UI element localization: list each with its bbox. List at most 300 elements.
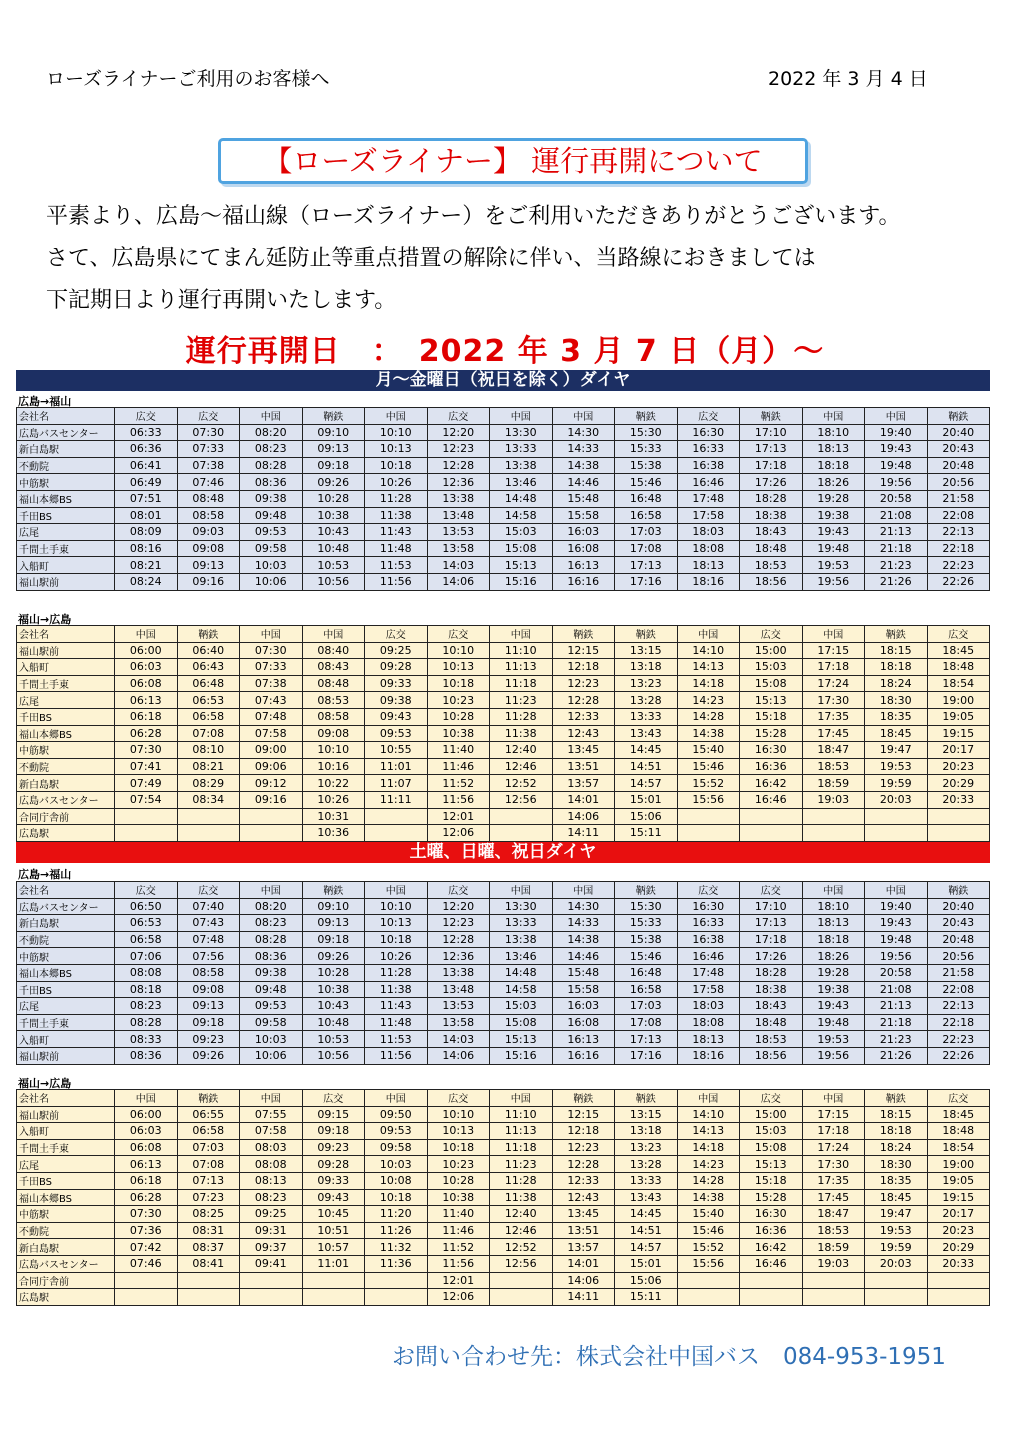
time-cell: 13:15 xyxy=(615,1106,678,1123)
time-cell: 22:13 xyxy=(927,998,990,1015)
time-cell: 14:03 xyxy=(427,557,490,574)
stop-name: 千田BS xyxy=(17,507,115,524)
time-cell: 17:24 xyxy=(802,675,865,692)
time-cell: 07:23 xyxy=(177,1189,240,1206)
notice-date: 2022 年 3 月 4 日 xyxy=(768,68,928,90)
intro-line: 平素より、広島～福山線（ローズライナー）をご利用いただきありがとうございます。 xyxy=(46,204,901,229)
time-cell: 06:48 xyxy=(177,675,240,692)
table-row xyxy=(17,1172,990,1189)
time-cell: 17:03 xyxy=(615,998,678,1015)
time-cell: 16:46 xyxy=(740,791,803,808)
time-cell: 15:52 xyxy=(677,1239,740,1256)
time-cell: 19:28 xyxy=(802,490,865,507)
time-cell: 11:18 xyxy=(490,1139,553,1156)
time-cell: 08:23 xyxy=(240,441,303,458)
time-cell: 19:38 xyxy=(802,507,865,524)
time-cell: 06:53 xyxy=(177,692,240,709)
time-cell: 15:52 xyxy=(677,775,740,792)
time-cell: 17:13 xyxy=(615,557,678,574)
holiday-reverse-direction: 福山→広島 xyxy=(18,1077,72,1090)
time-cell: 10:38 xyxy=(302,981,365,998)
time-cell: 08:23 xyxy=(115,998,178,1015)
time-cell: 14:48 xyxy=(490,490,553,507)
time-cell: 12:52 xyxy=(490,775,553,792)
time-cell: 19:53 xyxy=(802,1031,865,1048)
time-cell: 13:30 xyxy=(490,898,553,915)
time-cell: 07:33 xyxy=(177,441,240,458)
time-cell: 07:46 xyxy=(177,474,240,491)
time-cell xyxy=(240,825,303,842)
time-cell: 21:23 xyxy=(865,557,928,574)
time-cell xyxy=(490,1272,553,1289)
company-cell: 中国 xyxy=(240,1090,303,1107)
company-cell: 中国 xyxy=(240,408,303,425)
time-cell: 10:03 xyxy=(240,1031,303,1048)
time-cell: 13:58 xyxy=(427,1014,490,1031)
time-cell: 14:06 xyxy=(427,573,490,590)
time-cell: 07:41 xyxy=(115,758,178,775)
time-cell: 18:28 xyxy=(740,490,803,507)
stop-name: 入船町 xyxy=(17,1123,115,1140)
time-cell: 11:38 xyxy=(365,981,428,998)
time-cell: 19:59 xyxy=(865,1239,928,1256)
time-cell: 09:18 xyxy=(302,1123,365,1140)
time-cell: 18:28 xyxy=(740,964,803,981)
time-cell: 13:15 xyxy=(615,642,678,659)
time-cell: 08:31 xyxy=(177,1222,240,1239)
time-cell: 20:40 xyxy=(927,898,990,915)
company-cell: 広交 xyxy=(115,882,178,899)
time-cell: 10:10 xyxy=(365,424,428,441)
time-cell: 18:30 xyxy=(865,692,928,709)
time-cell: 13:43 xyxy=(615,725,678,742)
time-cell: 14:33 xyxy=(552,441,615,458)
time-cell: 20:43 xyxy=(927,915,990,932)
time-cell: 15:40 xyxy=(677,742,740,759)
company-cell: 鞆鉄 xyxy=(615,1090,678,1107)
time-cell: 08:48 xyxy=(302,675,365,692)
time-cell: 06:40 xyxy=(177,642,240,659)
time-cell: 09:43 xyxy=(365,708,428,725)
stop-name: 千田BS xyxy=(17,981,115,998)
resume-date: 運行再開日 ： 2022 年 3 月 7 日（月）～ xyxy=(185,334,825,369)
company-cell: 中国 xyxy=(115,1090,178,1107)
time-cell: 06:33 xyxy=(115,424,178,441)
stop-name: 千間土手東 xyxy=(17,540,115,557)
time-cell: 09:53 xyxy=(240,524,303,541)
time-cell: 13:38 xyxy=(427,964,490,981)
time-cell: 20:23 xyxy=(927,758,990,775)
time-cell: 09:58 xyxy=(365,1139,428,1156)
time-cell: 19:53 xyxy=(865,1222,928,1239)
time-cell: 18:45 xyxy=(865,1189,928,1206)
time-cell: 18:53 xyxy=(740,1031,803,1048)
time-cell xyxy=(865,808,928,825)
time-cell: 13:46 xyxy=(490,948,553,965)
time-cell: 18:13 xyxy=(802,441,865,458)
time-cell: 13:57 xyxy=(552,775,615,792)
time-cell: 07:46 xyxy=(115,1255,178,1272)
time-cell: 13:33 xyxy=(490,915,553,932)
table-row xyxy=(17,524,990,541)
time-cell: 08:21 xyxy=(177,758,240,775)
time-cell: 15:03 xyxy=(490,998,553,1015)
time-cell: 11:23 xyxy=(490,1156,553,1173)
time-cell: 10:22 xyxy=(302,775,365,792)
time-cell: 14:51 xyxy=(615,758,678,775)
time-cell: 12:20 xyxy=(427,898,490,915)
time-cell: 22:18 xyxy=(927,540,990,557)
time-cell: 12:06 xyxy=(427,1289,490,1306)
time-cell: 21:26 xyxy=(865,573,928,590)
time-cell: 09:43 xyxy=(302,1189,365,1206)
time-cell: 08:34 xyxy=(177,791,240,808)
time-cell: 18:16 xyxy=(677,573,740,590)
time-cell: 21:18 xyxy=(865,540,928,557)
stop-name: 千間土手東 xyxy=(17,1014,115,1031)
time-cell: 13:45 xyxy=(552,1206,615,1223)
time-cell: 12:40 xyxy=(490,742,553,759)
time-cell: 19:56 xyxy=(865,474,928,491)
time-cell: 14:28 xyxy=(677,1172,740,1189)
time-cell xyxy=(302,1272,365,1289)
time-cell: 08:01 xyxy=(115,507,178,524)
time-cell: 07:40 xyxy=(177,898,240,915)
time-cell: 17:13 xyxy=(740,441,803,458)
time-cell: 06:41 xyxy=(115,457,178,474)
time-cell: 06:18 xyxy=(115,1172,178,1189)
time-cell: 17:16 xyxy=(615,1047,678,1064)
table-row xyxy=(17,998,990,1015)
table-row xyxy=(17,474,990,491)
table-row xyxy=(17,1156,990,1173)
time-cell: 17:35 xyxy=(802,1172,865,1189)
time-cell xyxy=(177,808,240,825)
time-cell: 16:03 xyxy=(552,524,615,541)
company-cell: 中国 xyxy=(677,1090,740,1107)
time-cell: 06:53 xyxy=(115,915,178,932)
stop-name: 新白島駅 xyxy=(17,775,115,792)
time-cell: 16:16 xyxy=(552,573,615,590)
time-cell: 14:58 xyxy=(490,507,553,524)
time-cell: 10:18 xyxy=(427,1139,490,1156)
time-cell: 08:28 xyxy=(240,931,303,948)
stop-name: 千田BS xyxy=(17,1172,115,1189)
table-row xyxy=(17,424,990,441)
time-cell: 16:08 xyxy=(552,1014,615,1031)
time-cell: 12:15 xyxy=(552,642,615,659)
company-cell: 中国 xyxy=(552,408,615,425)
time-cell: 18:03 xyxy=(677,524,740,541)
stop-name: 千間土手東 xyxy=(17,675,115,692)
stop-name: 千田BS xyxy=(17,708,115,725)
stop-name: 福山駅前 xyxy=(17,642,115,659)
time-cell: 06:49 xyxy=(115,474,178,491)
time-cell: 08:16 xyxy=(115,540,178,557)
company-cell: 鞆鉄 xyxy=(615,626,678,643)
time-cell: 16:13 xyxy=(552,1031,615,1048)
time-cell: 20:58 xyxy=(865,490,928,507)
contact-info: お問い合わせ先：株式会社中国バス 084-953-1951 xyxy=(392,1344,946,1370)
time-cell: 14:03 xyxy=(427,1031,490,1048)
time-cell: 09:13 xyxy=(302,441,365,458)
time-cell: 18:26 xyxy=(802,474,865,491)
time-cell: 11:53 xyxy=(365,557,428,574)
company-row xyxy=(17,882,990,899)
time-cell: 14:30 xyxy=(552,898,615,915)
time-cell: 20:58 xyxy=(865,964,928,981)
time-cell: 13:53 xyxy=(427,998,490,1015)
stop-name: 新白島駅 xyxy=(17,441,115,458)
time-cell: 13:28 xyxy=(615,1156,678,1173)
time-cell: 07:30 xyxy=(115,742,178,759)
time-cell: 14:48 xyxy=(490,964,553,981)
time-cell: 13:45 xyxy=(552,742,615,759)
time-cell xyxy=(802,808,865,825)
time-cell: 06:03 xyxy=(115,659,178,676)
time-cell: 16:30 xyxy=(740,742,803,759)
company-cell: 中国 xyxy=(490,408,553,425)
time-cell xyxy=(865,1289,928,1306)
time-cell: 17:13 xyxy=(740,915,803,932)
company-cell: 鞆鉄 xyxy=(177,1090,240,1107)
stop-name: 中筋駅 xyxy=(17,742,115,759)
time-cell xyxy=(365,825,428,842)
stop-name: 広島バスセンター xyxy=(17,898,115,915)
time-cell: 11:52 xyxy=(427,775,490,792)
time-cell: 10:10 xyxy=(365,898,428,915)
time-cell: 10:45 xyxy=(302,1206,365,1223)
time-cell: 09:23 xyxy=(177,1031,240,1048)
time-cell: 09:53 xyxy=(365,1123,428,1140)
table-row xyxy=(17,1014,990,1031)
time-cell: 15:28 xyxy=(740,725,803,742)
company-cell: 鞆鉄 xyxy=(927,882,990,899)
time-cell: 14:23 xyxy=(677,692,740,709)
time-cell: 18:35 xyxy=(865,1172,928,1189)
weekday-reverse-direction: 福山→広島 xyxy=(18,613,72,626)
time-cell: 14:51 xyxy=(615,1222,678,1239)
time-cell: 11:10 xyxy=(490,642,553,659)
time-cell: 20:17 xyxy=(927,1206,990,1223)
time-cell: 16:33 xyxy=(677,441,740,458)
time-cell: 17:48 xyxy=(677,490,740,507)
time-cell: 18:59 xyxy=(802,1239,865,1256)
time-cell: 14:46 xyxy=(552,948,615,965)
time-cell: 22:23 xyxy=(927,1031,990,1048)
holiday-band: 土曜、日曜、祝日ダイヤ xyxy=(16,842,990,863)
time-cell: 15:48 xyxy=(552,490,615,507)
time-cell: 15:08 xyxy=(740,675,803,692)
time-cell: 10:31 xyxy=(302,808,365,825)
table-row xyxy=(17,898,990,915)
time-cell: 14:01 xyxy=(552,1255,615,1272)
time-cell: 08:36 xyxy=(240,948,303,965)
table-row xyxy=(17,1206,990,1223)
time-cell: 09:10 xyxy=(302,898,365,915)
company-cell: 中国 xyxy=(865,408,928,425)
time-cell: 19:43 xyxy=(865,915,928,932)
time-cell: 16:48 xyxy=(615,490,678,507)
company-row xyxy=(17,1090,990,1107)
table-row xyxy=(17,742,990,759)
company-cell: 鞆鉄 xyxy=(927,408,990,425)
time-cell: 15:08 xyxy=(740,1139,803,1156)
time-cell xyxy=(302,1289,365,1306)
time-cell: 16:46 xyxy=(677,474,740,491)
time-cell: 16:38 xyxy=(677,457,740,474)
time-cell: 19:00 xyxy=(927,1156,990,1173)
company-cell: 鞆鉄 xyxy=(552,626,615,643)
time-cell: 12:56 xyxy=(490,791,553,808)
time-cell: 06:28 xyxy=(115,725,178,742)
time-cell: 08:21 xyxy=(115,557,178,574)
time-cell: 08:53 xyxy=(302,692,365,709)
company-cell: 広交 xyxy=(677,408,740,425)
time-cell: 08:41 xyxy=(177,1255,240,1272)
time-cell: 15:46 xyxy=(615,474,678,491)
time-cell: 16:03 xyxy=(552,998,615,1015)
time-cell: 09:13 xyxy=(177,998,240,1015)
time-cell: 09:26 xyxy=(177,1047,240,1064)
time-cell: 11:13 xyxy=(490,1123,553,1140)
time-cell xyxy=(927,1289,990,1306)
stop-name: 合同庁舎前 xyxy=(17,808,115,825)
time-cell: 21:08 xyxy=(865,981,928,998)
time-cell: 14:23 xyxy=(677,1156,740,1173)
table-row xyxy=(17,540,990,557)
stop-name: 新白島駅 xyxy=(17,1239,115,1256)
time-cell: 21:18 xyxy=(865,1014,928,1031)
company-cell: 広交 xyxy=(927,626,990,643)
company-row xyxy=(17,408,990,425)
time-cell: 11:18 xyxy=(490,675,553,692)
time-cell: 09:28 xyxy=(302,1156,365,1173)
time-cell: 10:43 xyxy=(302,998,365,1015)
company-cell: 広交 xyxy=(740,626,803,643)
time-cell xyxy=(490,825,553,842)
time-cell: 15:06 xyxy=(615,1272,678,1289)
stop-name: 広尾 xyxy=(17,1156,115,1173)
stop-name: 合同庁舎前 xyxy=(17,1272,115,1289)
time-cell: 11:10 xyxy=(490,1106,553,1123)
time-cell: 14:57 xyxy=(615,1239,678,1256)
time-cell: 09:26 xyxy=(302,474,365,491)
time-cell: 16:13 xyxy=(552,557,615,574)
time-cell: 15:13 xyxy=(740,692,803,709)
time-cell: 10:16 xyxy=(302,758,365,775)
time-cell xyxy=(365,1272,428,1289)
time-cell: 14:01 xyxy=(552,791,615,808)
time-cell: 12:36 xyxy=(427,474,490,491)
time-cell: 19:05 xyxy=(927,708,990,725)
time-cell: 18:18 xyxy=(865,1123,928,1140)
time-cell: 15:06 xyxy=(615,808,678,825)
time-cell: 14:30 xyxy=(552,424,615,441)
company-label: 会社名 xyxy=(17,1090,115,1107)
intro-line: 下記期日より運行再開いたします。 xyxy=(46,288,397,313)
time-cell: 19:43 xyxy=(802,524,865,541)
time-cell: 10:53 xyxy=(302,1031,365,1048)
time-cell: 10:18 xyxy=(365,1189,428,1206)
time-cell xyxy=(740,1289,803,1306)
time-cell: 06:58 xyxy=(115,931,178,948)
time-cell: 15:01 xyxy=(615,1255,678,1272)
time-cell: 17:18 xyxy=(802,659,865,676)
time-cell: 09:08 xyxy=(177,540,240,557)
time-cell: 07:08 xyxy=(177,725,240,742)
stop-name: 広島バスセンター xyxy=(17,1255,115,1272)
stop-name: 広島バスセンター xyxy=(17,424,115,441)
table-row xyxy=(17,775,990,792)
page-title: 【ローズライナー】 運行再開について xyxy=(263,144,763,178)
time-cell: 15:00 xyxy=(740,642,803,659)
time-cell: 18:53 xyxy=(802,758,865,775)
time-cell: 09:58 xyxy=(240,540,303,557)
time-cell: 07:13 xyxy=(177,1172,240,1189)
time-cell xyxy=(115,1272,178,1289)
time-cell: 08:48 xyxy=(177,490,240,507)
time-cell: 22:08 xyxy=(927,507,990,524)
company-cell: 中国 xyxy=(365,1090,428,1107)
stop-name: 広島駅 xyxy=(17,825,115,842)
stop-name: 福山駅前 xyxy=(17,1106,115,1123)
time-cell: 17:45 xyxy=(802,725,865,742)
stop-name: 不動院 xyxy=(17,931,115,948)
time-cell: 16:58 xyxy=(615,981,678,998)
time-cell: 20:29 xyxy=(927,1239,990,1256)
time-cell: 18:15 xyxy=(865,1106,928,1123)
time-cell: 14:45 xyxy=(615,742,678,759)
time-cell: 09:38 xyxy=(240,490,303,507)
title-box xyxy=(218,138,808,184)
time-cell: 19:48 xyxy=(865,931,928,948)
time-cell: 09:48 xyxy=(240,507,303,524)
time-cell: 10:38 xyxy=(427,1189,490,1206)
time-cell: 15:18 xyxy=(740,708,803,725)
company-cell: 鞆鉄 xyxy=(302,408,365,425)
time-cell: 10:18 xyxy=(427,675,490,692)
time-cell: 09:12 xyxy=(240,775,303,792)
time-cell: 13:33 xyxy=(615,1172,678,1189)
time-cell: 15:08 xyxy=(490,1014,553,1031)
company-cell: 鞆鉄 xyxy=(865,626,928,643)
time-cell: 12:43 xyxy=(552,725,615,742)
time-cell: 10:13 xyxy=(365,915,428,932)
time-cell: 18:47 xyxy=(802,742,865,759)
time-cell: 08:28 xyxy=(240,457,303,474)
time-cell: 15:16 xyxy=(490,573,553,590)
stop-name: 福山本郷BS xyxy=(17,1189,115,1206)
company-cell: 広交 xyxy=(365,626,428,643)
time-cell: 13:33 xyxy=(490,441,553,458)
time-cell: 12:28 xyxy=(552,692,615,709)
company-cell: 中国 xyxy=(115,626,178,643)
time-cell: 16:46 xyxy=(740,1255,803,1272)
company-cell: 鞆鉄 xyxy=(615,408,678,425)
time-cell: 19:05 xyxy=(927,1172,990,1189)
time-cell: 15:30 xyxy=(615,424,678,441)
time-cell: 19:43 xyxy=(865,441,928,458)
time-cell: 06:03 xyxy=(115,1123,178,1140)
stop-name: 広尾 xyxy=(17,524,115,541)
time-cell: 11:38 xyxy=(490,1189,553,1206)
time-cell: 08:28 xyxy=(115,1014,178,1031)
time-cell: 10:03 xyxy=(365,1156,428,1173)
time-cell: 12:23 xyxy=(427,915,490,932)
time-cell: 15:16 xyxy=(490,1047,553,1064)
time-cell: 09:13 xyxy=(177,557,240,574)
